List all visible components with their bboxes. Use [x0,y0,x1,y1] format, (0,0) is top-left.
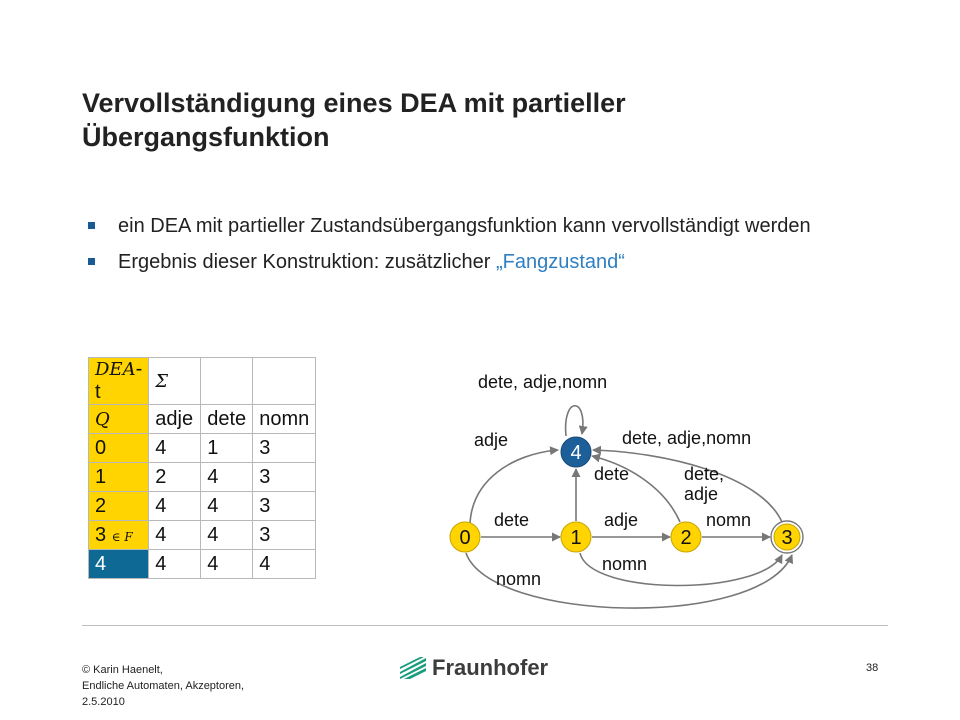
value-cell: 4 [149,434,201,463]
dea-symbol: DEA [95,359,136,380]
table-row [89,550,316,579]
table-corner-cell [89,358,149,405]
transition-table [88,357,316,579]
footer-line: Endliche Automaten, Akzeptoren, [82,680,245,692]
edge-3-4-label: dete, adje,nomn [622,428,752,448]
edge-2-4-label-line2: adje [684,484,719,504]
loop4-label: dete, adje,nomn [478,372,608,392]
value-cell: 2 [149,463,201,492]
logo-wordmark: Fraunhofer [432,655,549,680]
fraunhofer-mark-icon [400,657,426,679]
table-row [89,463,316,492]
footer-divider [82,625,888,626]
value-cell: 4 [201,521,253,550]
table-header-row [89,358,316,405]
state-cell: 1 [89,463,149,492]
edge-2-4-label-line1: dete, [684,464,725,484]
state-4-label: 4 [570,442,582,464]
sigma-cell [149,358,201,405]
empty-cell [253,358,316,405]
value-cell: 4 [201,550,253,579]
state-3-label: 3 [781,527,793,549]
fraunhofer-logo [400,655,548,681]
q-cell [89,405,149,434]
footer-line: © Karin Haenelt, [82,664,163,676]
bullet-list [84,214,844,286]
bullet-highlight: „Fangzustand“ [495,251,625,273]
column-header: adje [149,405,201,434]
bullet-square-icon [88,222,95,229]
value-cell: 1 [201,434,253,463]
state-cell [89,521,149,550]
bullet-item [84,250,844,274]
edge-0-3-label: nomn [496,569,542,589]
table-column-row [89,405,316,434]
final-mark: ∈ F [111,529,133,544]
value-cell: 3 [253,521,316,550]
empty-cell [201,358,253,405]
slide-title: Vervollständigung eines DEA mit partieller Übergangsfunktion [82,88,626,152]
table-row [89,492,316,521]
value-cell: 4 [201,463,253,492]
value-cell: 4 [149,550,201,579]
value-cell: 4 [149,521,201,550]
state-label: 3 [95,523,107,546]
footer-line: 2.5.2010 [82,696,125,708]
value-cell: 3 [253,434,316,463]
automaton-diagram [430,360,830,620]
edge-0-4-label: adje [474,430,509,450]
state-1-label: 1 [570,527,582,549]
state-2-label: 2 [680,527,692,549]
dea-suffix: -t [95,358,143,403]
q-symbol: Q [95,408,110,430]
edge-2-3-label: nomn [706,510,752,530]
sigma-symbol: Σ [155,370,168,392]
value-cell: 3 [253,463,316,492]
edge-loop-4 [566,406,583,436]
edge-0-1-label: dete [494,510,530,530]
edge-1-4-label: dete [594,464,630,484]
page-number: 38 [866,662,879,674]
table-row [89,521,316,550]
bullet-text: ein DEA mit partieller Zustandsübergangsfunktion kann vervollständigt werden [118,215,811,237]
bullet-item [84,214,844,238]
column-header: nomn [253,405,316,434]
state-0-label: 0 [459,527,471,549]
value-cell: 4 [253,550,316,579]
value-cell: 3 [253,492,316,521]
edge-1-2-label: adje [604,510,639,530]
footer-credit [82,662,322,710]
edge-1-3-label: nomn [602,554,648,574]
table-row [89,434,316,463]
bullet-text: Ergebnis dieser Konstruktion: zusätzlicher [118,251,496,273]
state-cell: 4 [89,550,149,579]
state-cell: 2 [89,492,149,521]
value-cell: 4 [149,492,201,521]
state-cell: 0 [89,434,149,463]
column-header: dete [201,405,253,434]
value-cell: 4 [201,492,253,521]
bullet-square-icon [88,258,95,265]
